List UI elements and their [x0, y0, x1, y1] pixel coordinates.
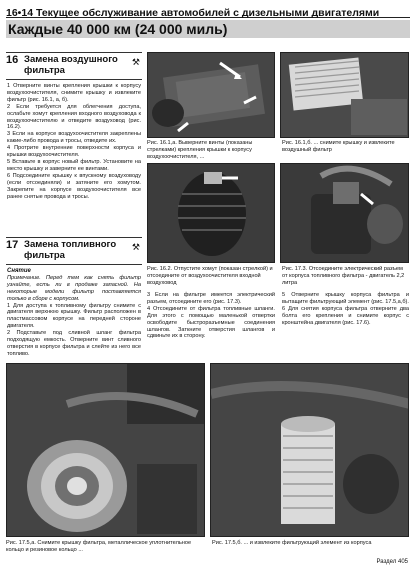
section-17-title-1: Замена топливного: [24, 239, 117, 250]
photo-16-1b: [280, 52, 409, 138]
section-17-para: 6 Для снятия корпуса фильтра отверните два болта его крепления и снимите корпус с кронштейна двигателя (рис. 17.6).: [282, 305, 409, 326]
section-17-para: 3 Если на фильтре имеется электрический разъем, отсоедините его (рис. 17.3).: [147, 292, 275, 305]
running-header: [6, 3, 410, 18]
fuel-filter-cover-image: [7, 364, 205, 537]
section-17-heading: [6, 237, 142, 265]
section-16-title-1: Замена воздушного: [24, 54, 118, 65]
section-16-heading: [6, 52, 142, 80]
fuel-filter-connector-image: [281, 164, 409, 263]
caption-16-2: Рис. 16.2. Отпустите хомут (показан стрелкой) и отсоедините от воздухоочистителя входной воздуховод: [147, 266, 273, 286]
section-17-subtitle: Снятие: [7, 268, 31, 274]
section-16-para: 2 Если требуется для облегчения доступа, ослабьте хомут крепления входного воздуховода к воздухоочистителю и отведите воздуховод (рис. 16.2).: [7, 103, 141, 131]
section-17-para: 4 Отсоедините от фильтра топливные шланги. Для этого с помощью маленькой отвертки освободите быстроразъемные соединения шлангов. Заткните отверстия шлангов и сдвиньте их в сторону.: [147, 305, 275, 340]
section-16-number: 16: [6, 54, 19, 66]
caption-17-3: Рис. 17.3. Отсоедините электрический разъем от корпуса топливного фильтра - двигатель 2,2 литра: [282, 266, 405, 286]
section-17-note: Примечание. Перед тем как снять фильтр узнайте, есть ли в продаже запасной. На некоторые модели фильтр поставляется только в сборе с корпусом.: [7, 274, 141, 302]
section-16-para: 1 Отверните винты крепления крышки к корпусу воздухоочистителя, снимите крышку и извлеките фильтр (рис. 16.1, а, б).: [7, 83, 141, 103]
air-duct-clamp-image: [148, 164, 275, 263]
section-17-para: 2 Подставьте под сливной шланг фильтра подходящую емкость. Отверните винт сливного отверстия в корпусе фильтра и слейте из него все топливо.: [7, 330, 141, 357]
page-footer: Раздел 405: [376, 559, 408, 565]
section-16-body: [7, 83, 141, 200]
header-title: 16•14 Текущее обслуживание автомобилей с дизельными двигателями: [6, 7, 380, 19]
interval-banner: [6, 20, 410, 38]
caption-17-5a: Рис. 17.5,а. Снимите крышку фильтра, металлическое уплотнительное кольцо и резиновое кольцо ...: [6, 540, 192, 553]
section-17-para: 5 Отверните крышку корпуса фильтра и вытащите фильтрующий элемент (рис. 17.5,а,б).: [282, 292, 409, 305]
section-16-title-2: фильтра: [24, 65, 65, 76]
wrench-icon: ⚒: [131, 57, 140, 67]
wrench-icon: ⚒: [131, 242, 140, 252]
caption-17-5b: Рис. 17.5,б. ... и извлеките фильтрующий элемент из корпуса: [212, 540, 372, 546]
photo-16-2: [147, 163, 275, 263]
section-17-body: [7, 268, 141, 358]
caption-16-1b: Рис. 16.1,б. ... снимите крышку и извлеките воздушный фильтр: [282, 140, 395, 153]
caption-16-1a: Рис. 16.1,а. Выверните винты (показаны стрелками) крепления крышки к корпусу воздухоочистителя, ...: [147, 140, 253, 160]
section-17-title-2: фильтра: [24, 250, 65, 261]
section-17-number: 17: [6, 239, 19, 251]
air-filter-cover-image: [148, 53, 275, 138]
photo-17-5b: [210, 363, 409, 537]
section-17-para: 1 Для доступа к топливному фильтру снимите с двигателя верхнюю крышку. Фильтр расположен в пластмассовом корпусе на передней стороне двигателя.: [7, 302, 141, 330]
photo-17-5a: [6, 363, 205, 537]
section-16-para: 5 Вставьте в корпус новый фильтр. Установите на место крышку и заверните ее винтами.: [7, 158, 141, 172]
section-17-col2: [147, 292, 275, 340]
fuel-filter-element-image: [211, 364, 409, 537]
section-16-para: 6 Подсоедините крышку к впускному воздуховоду (если отсоединяли) и затяните его хомутом. Закрепите на корпусе воздухоочистителя все ранее снятые провода и тросы.: [7, 172, 141, 200]
photo-17-3: [280, 163, 409, 263]
photo-16-1a: [147, 52, 275, 138]
section-17-col3: [282, 292, 409, 327]
interval-title: Каждые 40 000 км (24 000 миль): [8, 21, 228, 37]
air-filter-element-image: [281, 53, 409, 138]
section-16-para: 4 Протрите внутренние поверхности корпуса и крышки воздухоочистителя.: [7, 145, 141, 159]
section-16-para: 3 Если на корпусе воздухоочистителя закреплены какие-либо провода и тросы, отведите их.: [7, 131, 141, 145]
